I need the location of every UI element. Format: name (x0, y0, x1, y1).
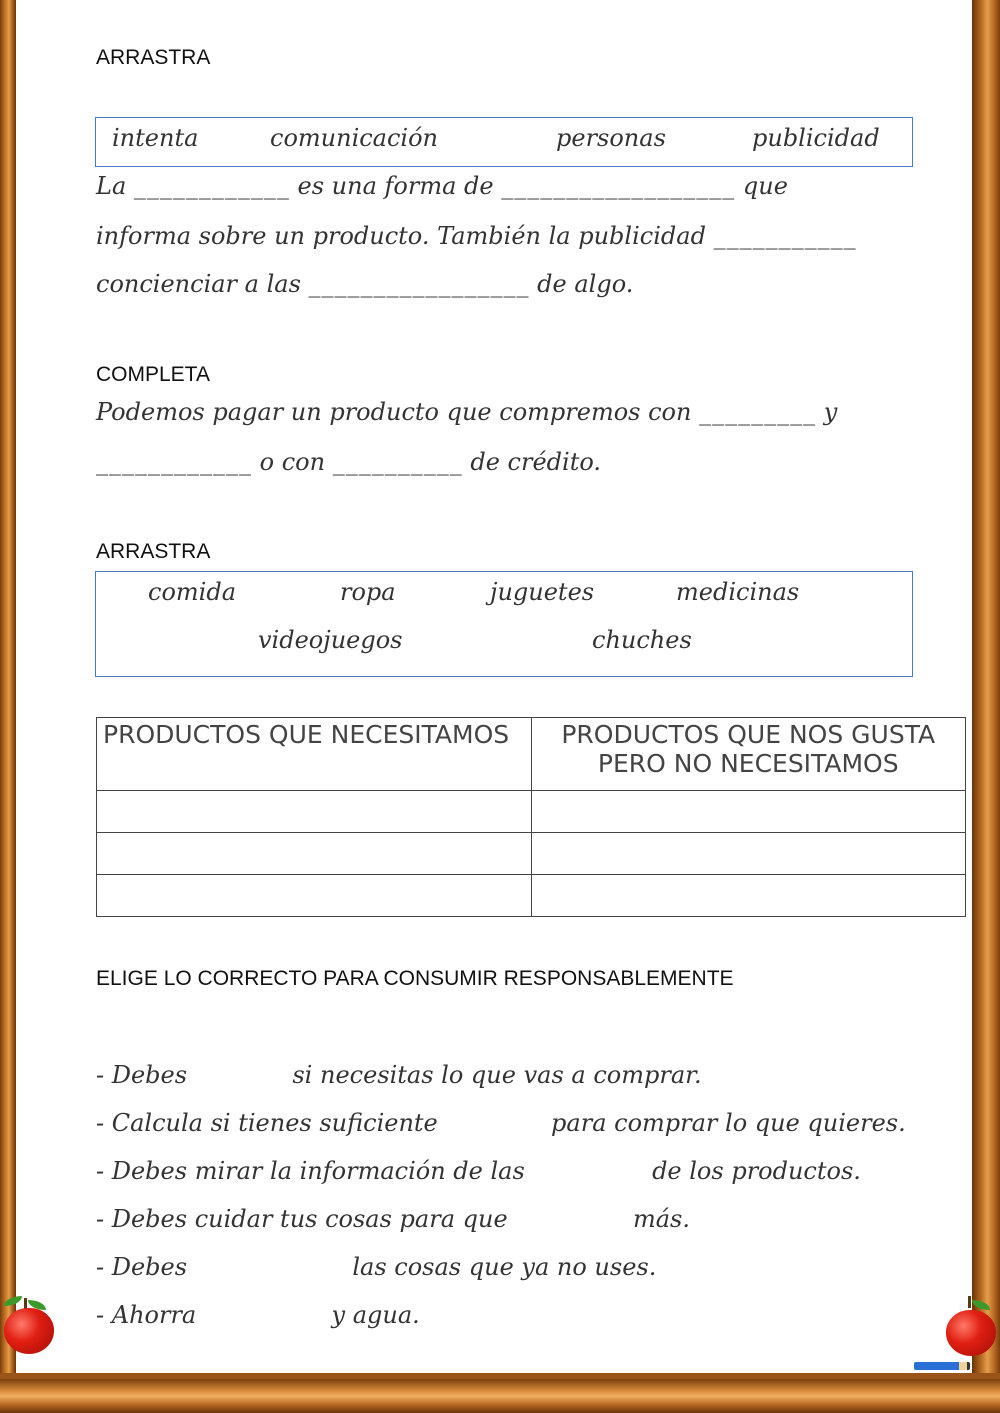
products-table (96, 717, 966, 917)
drag-word[interactable]: comunicación (270, 124, 439, 152)
sentence-line: Podemos pagar un producto que compremos con _________ y (96, 398, 838, 426)
sentence-line: La ____________ es una forma de __________________ que (96, 172, 788, 200)
drag-word[interactable]: videojuegos (258, 626, 403, 654)
drag-word[interactable]: publicidad (752, 124, 880, 152)
table-row (97, 875, 966, 917)
sentence-line: informa sobre un producto. También la publicidad ___________ (96, 222, 857, 250)
section4-heading: ELIGE LO CORRECTO PARA CONSUMIR RESPONSABLEMENTE (96, 967, 734, 990)
sentence-line: concienciar a las _________________ de algo. (96, 270, 634, 298)
choice-line: - Debes cuidar tus cosas para que más. (96, 1205, 690, 1233)
table-header: PRODUCTOS QUE NOS GUSTA PERO NO NECESITAMOS (531, 718, 966, 791)
choice-line: - Debes las cosas que ya no uses. (96, 1253, 657, 1281)
drop-blank[interactable]: _________________ (308, 270, 530, 298)
section3-heading: ARRASTRA (96, 540, 211, 563)
section2-heading: COMPLETA (96, 363, 210, 386)
drop-cell[interactable] (97, 833, 532, 875)
drop-cell[interactable] (531, 875, 966, 917)
pencil-icon (914, 1362, 970, 1370)
text-input-blank[interactable]: ____________ (96, 448, 252, 476)
drag-word[interactable]: juguetes (490, 578, 595, 606)
drag-word[interactable]: personas (556, 124, 666, 152)
drop-cell[interactable] (531, 833, 966, 875)
table-row (97, 833, 966, 875)
table-header: PRODUCTOS QUE NECESITAMOS (97, 718, 532, 791)
choice-line: - Ahorra y agua. (96, 1301, 420, 1329)
drop-blank[interactable]: ___________ (713, 222, 857, 250)
drag-word[interactable]: comida (148, 578, 236, 606)
section1-heading: ARRASTRA (96, 46, 211, 69)
choice-line: - Debes si necesitas lo que vas a comprar. (96, 1061, 702, 1089)
choice-line: - Calcula si tienes suficiente para comprar lo que quieres. (96, 1109, 906, 1137)
choice-line: - Debes mirar la información de las de los productos. (96, 1157, 861, 1185)
drag-word[interactable]: medicinas (676, 578, 800, 606)
wooden-frame-left (0, 0, 16, 1413)
drop-blank[interactable]: __________________ (501, 172, 736, 200)
wooden-frame-bottom (0, 1379, 1000, 1413)
drop-cell[interactable] (97, 875, 532, 917)
drop-cell[interactable] (531, 791, 966, 833)
wooden-frame-right (972, 0, 1000, 1413)
drag-word[interactable]: chuches (592, 626, 692, 654)
sentence-line: ____________ o con __________ de crédito. (96, 448, 602, 476)
text-input-blank[interactable]: _________ (699, 398, 817, 426)
drop-cell[interactable] (97, 791, 532, 833)
drag-word[interactable]: intenta (112, 124, 199, 152)
drop-blank[interactable]: ____________ (133, 172, 290, 200)
word-bank-2 (95, 571, 913, 677)
word-bank-1 (95, 117, 913, 167)
table-row (97, 791, 966, 833)
drag-word[interactable]: ropa (340, 578, 396, 606)
text-input-blank[interactable]: __________ (332, 448, 463, 476)
